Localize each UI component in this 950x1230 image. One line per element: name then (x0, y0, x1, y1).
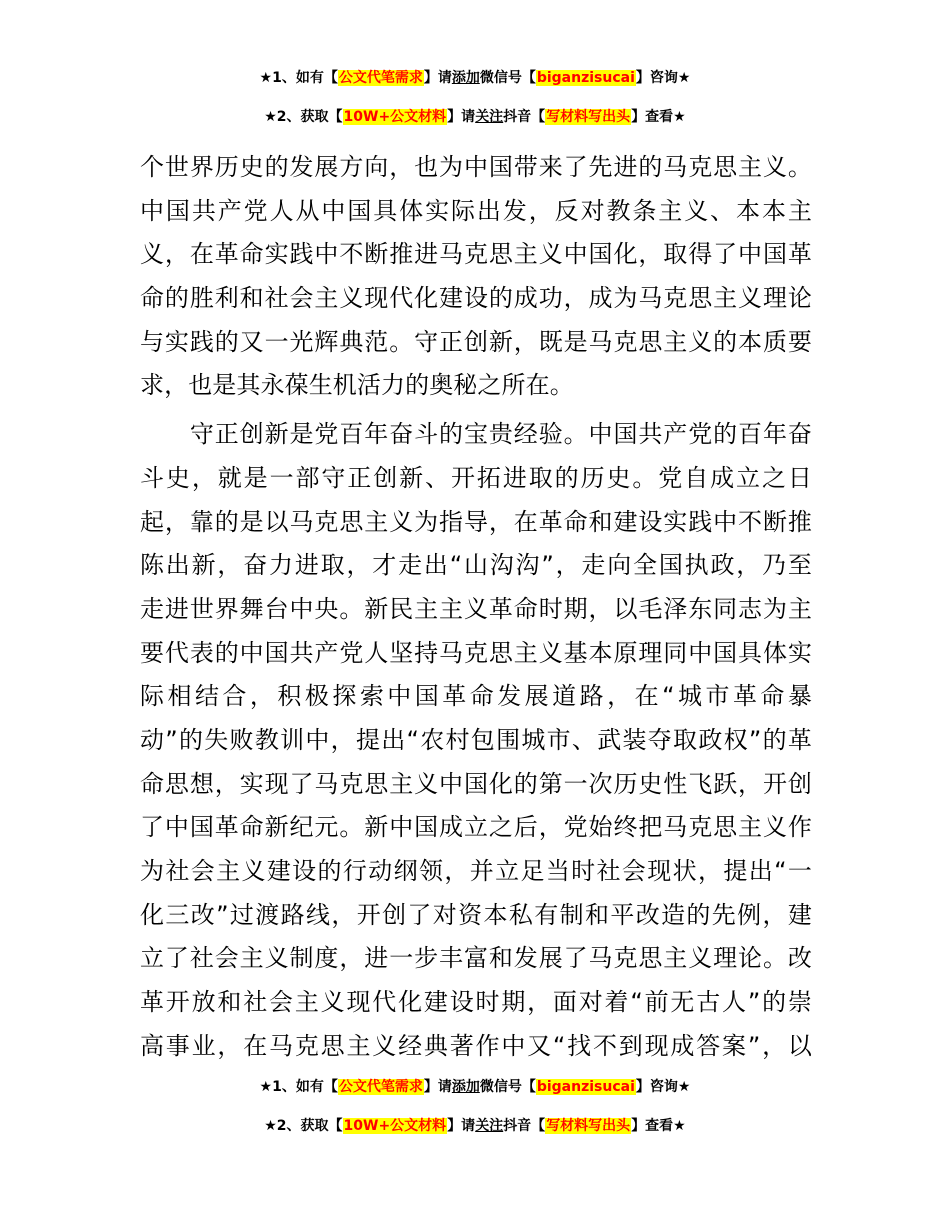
banner-text: 微信号【 (479, 1079, 536, 1095)
text-line: 化三改”过渡路线，开创了对资本私有制和平改造的先例，建 (140, 900, 812, 929)
bottom-banner-line-2 (0, 1116, 950, 1136)
document-body (140, 146, 812, 1068)
text-line: 中国共产党人从中国具体实际出发，反对教条主义、本本主 (140, 196, 812, 225)
text-line: 走进世界舞台中央。新民主主义革命时期，以毛泽东同志为主 (140, 594, 812, 623)
text-line: 命思想，实现了马克思主义中国化的第一次历史性飞跃，开创 (140, 769, 812, 798)
banner-underline: 关注 (475, 1118, 504, 1134)
text-line: 际相结合，积极探索中国革命发展道路，在“城市革命暴 (140, 682, 812, 711)
banner-underline: 关注 (475, 109, 504, 125)
banner-highlight: 写材料写出头 (546, 109, 631, 125)
banner-text: ★2、获取【 (264, 109, 343, 125)
text-line: 命的胜利和社会主义现代化建设的成功，成为马克思主义理论 (140, 284, 812, 313)
banner-highlight: 10W+公文材料 (343, 1118, 447, 1134)
banner-highlight: biganzisucai (536, 70, 635, 86)
paragraph (140, 146, 812, 408)
banner-text: 微信号【 (479, 70, 536, 86)
banner-text: 抖音【 (503, 109, 546, 125)
text-line: 义，在革命实践中不断推进马克思主义中国化，取得了中国革 (140, 240, 812, 269)
text-line: 斗史，就是一部守正创新、开拓进取的历史。党自成立之日 (140, 463, 812, 492)
banner-highlight: 10W+公文材料 (343, 109, 447, 125)
banner-text: 】查看★ (631, 1118, 686, 1134)
bottom-banner-line-1 (0, 1077, 950, 1097)
banner-text: ★1、如有【 (259, 70, 338, 86)
banner-text: 】请 (447, 109, 476, 125)
text-line: 个世界历史的发展方向，也为中国带来了先进的马克思主义。 (140, 153, 812, 181)
text-line: 守正创新是党百年奋斗的宝贵经验。中国共产党的百年奋 (140, 420, 812, 449)
text-line: 为社会主义建设的行动纲领，并立足当时社会现状，提出“一 (140, 857, 812, 885)
banner-text: ★2、获取【 (264, 1118, 343, 1134)
banner-text: 】请 (447, 1118, 476, 1134)
banner-highlight: 公文代笔需求 (338, 70, 423, 86)
banner-underline: 添加 (451, 1079, 480, 1095)
text-line: 与实践的又一光辉典范。守正创新，既是马克思主义的本质要 (140, 327, 812, 356)
text-line: 革开放和社会主义现代化建设时期，面对着“前无古人”的崇 (140, 988, 812, 1017)
banner-text: ★1、如有【 (259, 1079, 338, 1095)
banner-highlight: biganzisucai (536, 1079, 635, 1095)
text-line: 求，也是其永葆生机活力的奥秘之所在。 (140, 371, 574, 400)
banner-text: 】咨询★ (635, 70, 691, 86)
text-line: 陈出新，奋力进取，才走出“山沟沟”，走向全国执政，乃至 (140, 551, 812, 580)
banner-text: 抖音【 (503, 1118, 546, 1134)
top-banner-line-2 (0, 107, 950, 127)
banner-highlight: 写材料写出头 (546, 1118, 631, 1134)
text-line: 了中国革命新纪元。新中国成立之后，党始终把马克思主义作 (140, 813, 812, 842)
text-line: 高事业，在马克思主义经典著作中又“找不到现成答案”，以 (140, 1031, 812, 1060)
text-line: 立了社会主义制度，进一步丰富和发展了马克思主义理论。改 (140, 944, 812, 973)
banner-highlight: 公文代笔需求 (338, 1079, 423, 1095)
top-banner-line-1 (0, 68, 950, 88)
paragraph (140, 413, 812, 1068)
text-line: 要代表的中国共产党人坚持马克思主义基本原理同中国具体实 (140, 638, 812, 667)
banner-text: 】查看★ (631, 109, 686, 125)
banner-text: 】请 (423, 1079, 452, 1095)
banner-text: 】请 (423, 70, 452, 86)
text-line: 动”的失败教训中，提出“农村包围城市、武装夺取政权”的革 (140, 725, 812, 754)
banner-underline: 添加 (451, 70, 480, 86)
text-line: 起，靠的是以马克思主义为指导，在革命和建设实践中不断推 (140, 507, 812, 536)
banner-text: 】咨询★ (635, 1079, 691, 1095)
